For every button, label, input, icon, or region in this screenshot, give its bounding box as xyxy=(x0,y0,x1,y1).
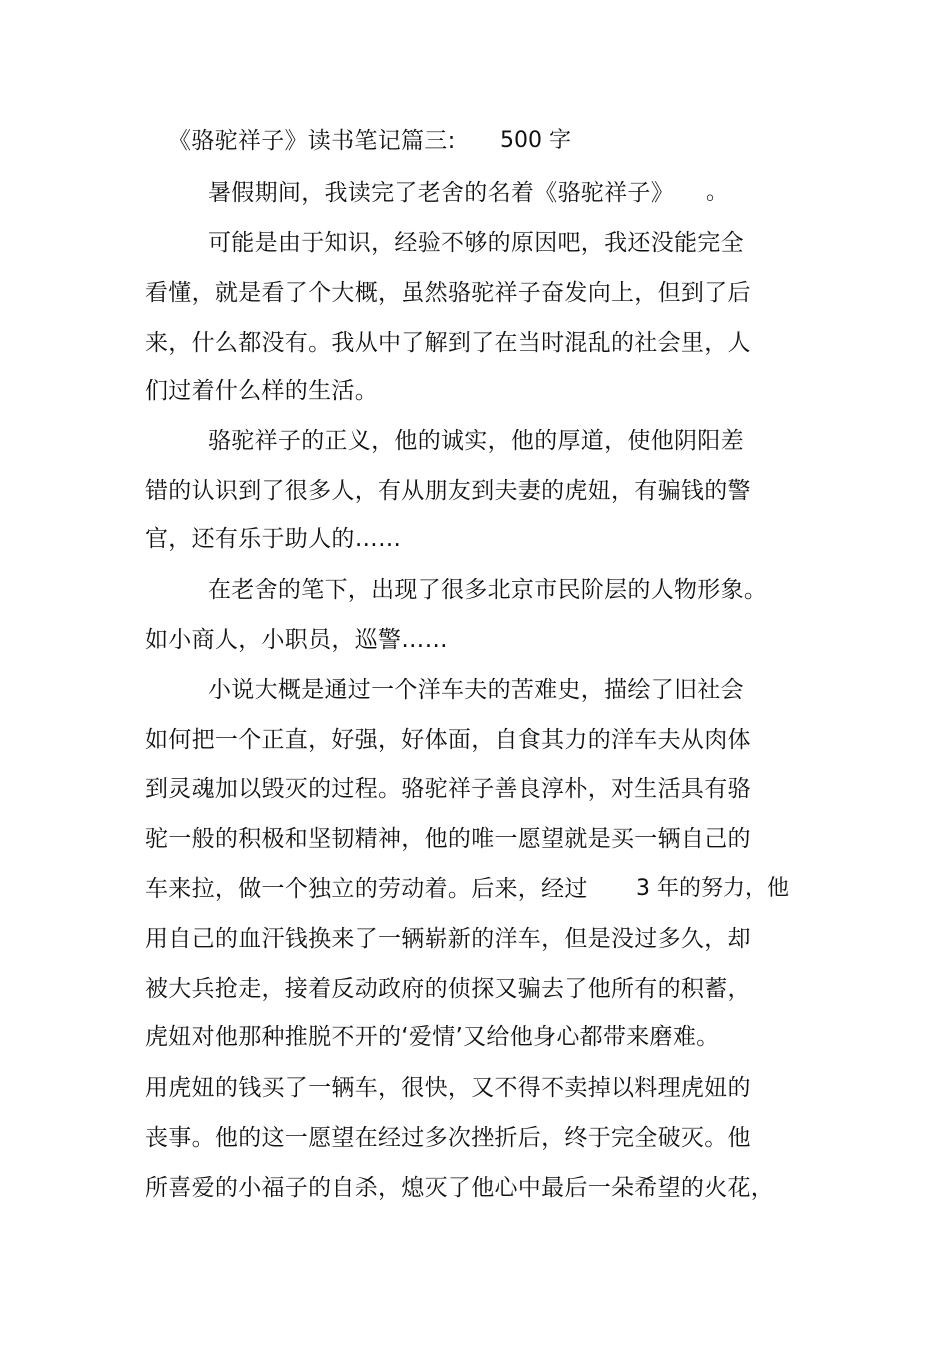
paragraph-2-line-1: 可能是由于知识，经验不够的原因吧，我还没能完全 xyxy=(208,230,744,256)
paragraph-5-line-7: 被大兵抢走，接着反动政府的侦探又骗去了他所有的积蓄， xyxy=(145,976,751,1002)
paragraph-5-line-5: 车来拉，做一个独立的劳动着。后来，经过 xyxy=(145,876,588,902)
document-title: 《骆驼祥子》读书笔记篇三: xyxy=(168,128,456,154)
paragraph-5-line-6: 用自己的血汗钱换来了一辆崭新的洋车，但是没过多久，却 xyxy=(145,926,751,952)
paragraph-5-line-1: 小说大概是通过一个洋车夫的苦难史，描绘了旧社会 xyxy=(208,677,744,703)
paragraph-5-line-8: 虎妞对他那种推脱不开的‘爱情’又给他身心都带来磨难。 xyxy=(145,1024,720,1050)
word-count: 500 字 xyxy=(500,128,571,153)
paragraph-4-line-1: 在老舍的笔下，出现了很多北京市民阶层的人物形象。 xyxy=(208,577,768,603)
paragraph-5-line-2: 如何把一个正直，好强，好体面，自食其力的洋车夫从肉体 xyxy=(145,727,751,753)
paragraph-2-line-3: 来，什么都没有。我从中了解到了在当时混乱的社会里，人 xyxy=(145,330,751,356)
paragraph-5-line-4: 驼一般的积极和坚韧精神，他的唯一愿望就是买一辆自己的 xyxy=(145,826,751,852)
paragraph-5-line-5-tail: 3 年的努力，他 xyxy=(636,876,789,901)
paragraph-3-line-1: 骆驼祥子的正义，他的诚实，他的厚道，使他阴阳差 xyxy=(208,428,744,454)
paragraph-2-line-4: 们过着什么样的生活。 xyxy=(145,378,378,404)
paragraph-5-line-3: 到灵魂加以毁灭的过程。骆驼祥子善良淳朴，对生活具有骆 xyxy=(145,776,751,802)
paragraph-4-line-2: 如小商人，小职员，巡警…… xyxy=(145,627,448,653)
paragraph-3-line-3: 官，还有乐于助人的…… xyxy=(145,526,402,552)
paragraph-3-line-2: 错的认识到了很多人，有从朋友到夫妻的虎妞，有骗钱的警 xyxy=(145,478,751,504)
paragraph-2-line-2: 看懂，就是看了个大概，虽然骆驼祥子奋发向上，但到了后 xyxy=(145,280,751,306)
paragraph-1-end-mark: 。 xyxy=(706,180,729,205)
paragraph-5-line-10: 丧事。他的这一愿望在经过多次挫折后，终于完全破灭。他 xyxy=(145,1125,751,1151)
paragraph-1-line-1: 暑假期间，我读完了老舍的名着《骆驼祥子》 xyxy=(208,180,674,206)
paragraph-5-line-11: 所喜爱的小福子的自杀，熄灭了他心中最后一朵希望的火花， xyxy=(145,1175,775,1201)
paragraph-5-line-9: 用虎妞的钱买了一辆车，很快，又不得不卖掉以料理虎妞的 xyxy=(145,1075,751,1101)
